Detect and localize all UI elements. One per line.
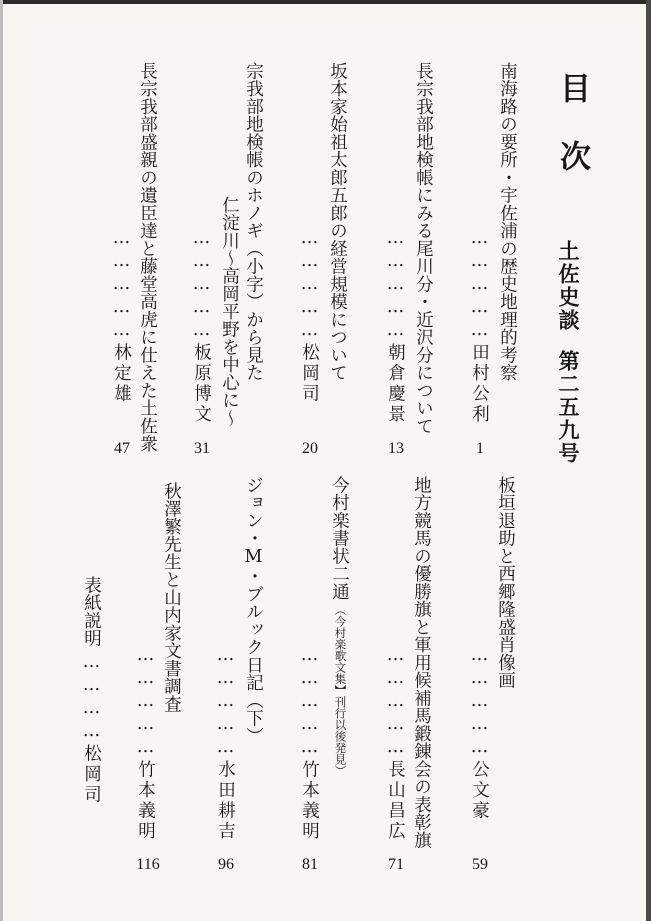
entry-subtitle: 仁淀川～高岡平野を中心に～ [219,196,240,427]
issue-number: 第二五九号 [556,350,580,465]
entry-title: 今村楽書状二通 [329,476,350,601]
entry-author: ……………水田耕吉 [215,645,236,842]
entry-title: ジョン・M・ブルック日記（下） [243,476,264,745]
entry-page-number: 96 [218,856,234,873]
entry-page-number: 81 [302,856,318,873]
entry-author: ……………林定雄 [111,228,132,405]
entry-page-number: 59 [472,856,488,873]
entry-page-number: 13 [388,440,404,457]
entry-page-number: 1 [476,440,484,457]
entry-title: 板垣退助と西郷隆盛肖像画 [495,476,516,689]
entry-title: 長宗我部地検帳にみる尾川分・近沢分について [413,62,434,435]
toc-heading-moku: 目 [554,72,590,103]
entry-page-number: 47 [114,440,130,457]
entry-author: ……………松岡司 [299,228,320,405]
entry-author: ……………田村公利 [469,228,490,425]
entry-author: …………松岡司 [81,652,102,806]
entry-title: 表紙説明 [81,576,102,647]
entry-title: 南海路の要所・宇佐浦の歴史地理的考察 [497,62,518,382]
entry-author: ……………長山昌広 [385,645,406,842]
entry-title: 長宗我部盛親の遺臣達と藤堂高虎に仕えた土佐衆 [137,62,158,453]
entry-page-number: 31 [194,440,210,457]
entry-note: （今村楽歌文集】刊行以後発見） [333,604,348,777]
entry-title: 地方競馬の優勝旗と軍用候補馬鍛錬会の表彰旗 [411,476,432,849]
entry-author: ……………朝倉慶景 [385,228,406,425]
entry-title: 秋澤繁先生と山内家文書調査 [161,482,182,713]
entry-title: 宗我部地検帳のホノギ（小字）から見た [243,62,264,382]
entry-page-number: 116 [136,856,160,873]
entry-page-number: 71 [388,856,404,873]
entry-page-number: 20 [302,440,318,457]
journal-name: 土佐史談 [556,240,580,332]
entry-author: ……………公文豪 [469,645,490,822]
entry-author: ……………竹本義明 [299,645,320,842]
entry-title: 坂本家始祖太郎五郎の経営規模について [327,62,348,382]
entry-author: ……………竹本義明 [135,645,156,842]
toc-heading-ji: 次 [554,140,590,171]
entry-author: ……………板原博文 [191,228,212,425]
